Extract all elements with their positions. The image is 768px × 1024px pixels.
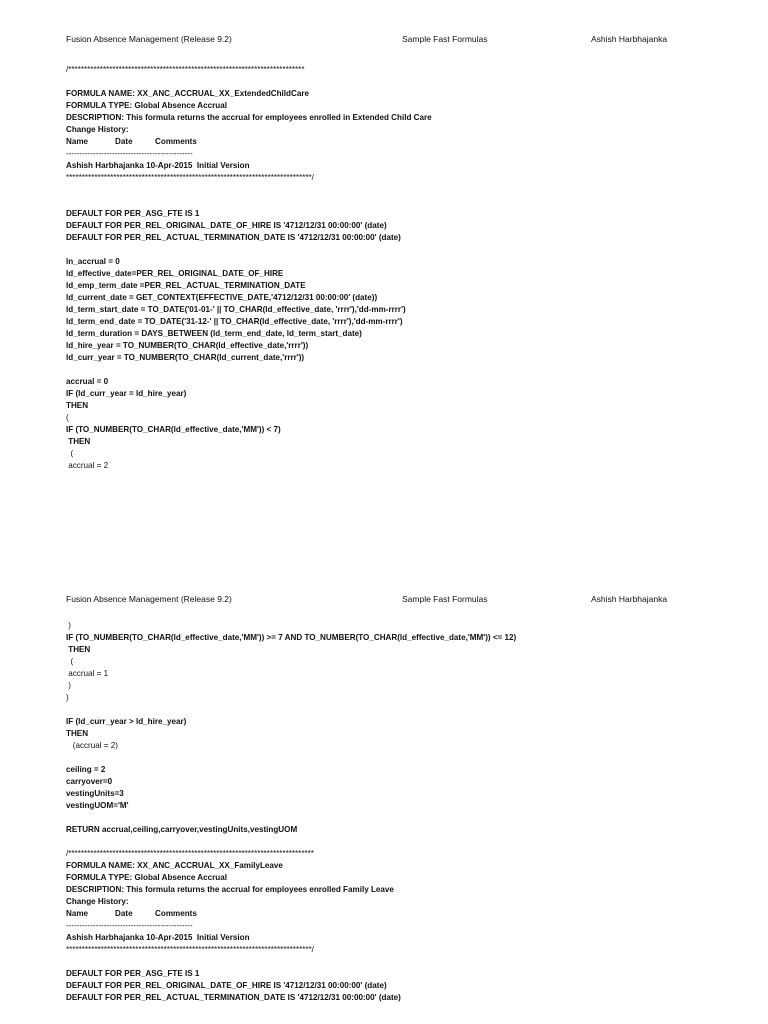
- code-line: DEFAULT FOR PER_REL_ACTUAL_TERMINATION_DATE IS '4712/12/31 00:00:00' (date): [66, 233, 401, 242]
- code-line: [66, 752, 726, 764]
- code-line: DEFAULT FOR PER_REL_ORIGINAL_DATE_OF_HIRE IS '4712/12/31 00:00:00' (date): [66, 981, 387, 990]
- code-line: ): [66, 693, 69, 702]
- code-line: DESCRIPTION: This formula returns the accrual for employees enrolled in Extended Child Care: [66, 113, 432, 122]
- code-line: ld_term_duration = DAYS_BETWEEN (ld_term_end_date, ld_term_start_date): [66, 329, 362, 338]
- code-line: (: [66, 657, 74, 666]
- code-line: FORMULA TYPE: Global Absence Accrual: [66, 101, 228, 110]
- header-author: Ashish Harbhajanka: [591, 594, 668, 604]
- code-line: THEN: [66, 729, 89, 738]
- code-line: -----------------------------------------------: [66, 921, 193, 930]
- code-line: ld_term_start_date = TO_DATE('01-01-' || TO_CHAR(ld_effective_date, 'rrrr'),'dd-mm-rrrr'): [66, 305, 406, 314]
- code-line: [66, 704, 726, 716]
- code-line: IF (TO_NUMBER(TO_CHAR(ld_effective_date,'MM')) >= 7 AND TO_NUMBER(TO_CHAR(ld_effective_date,'MM')) <= 12): [66, 633, 517, 642]
- code-line: DEFAULT FOR PER_REL_ACTUAL_TERMINATION_DATE IS '4712/12/31 00:00:00' (date): [66, 993, 401, 1002]
- page-body: [66, 64, 726, 472]
- code-line: [66, 196, 726, 208]
- code-line: -----------------------------------------------: [66, 149, 193, 158]
- code-line: THEN: [66, 401, 89, 410]
- code-line: IF (ld_curr_year = ld_hire_year): [66, 389, 187, 398]
- code-line: DESCRIPTION: This formula returns the accrual for employees enrolled Family Leave: [66, 885, 394, 894]
- code-line: accrual = 1: [66, 669, 109, 678]
- code-line: ******************************************************************************/: [66, 945, 314, 954]
- code-line: [66, 956, 726, 968]
- code-line: Change History:: [66, 125, 129, 134]
- code-line: FORMULA TYPE: Global Absence Accrual: [66, 873, 228, 882]
- code-line: [66, 836, 726, 848]
- code-line: ceiling = 2: [66, 765, 106, 774]
- code-line: THEN: [66, 437, 91, 446]
- code-line: [66, 244, 726, 256]
- code-line: /***************************************************************************: [66, 65, 305, 74]
- code-line: IF (TO_NUMBER(TO_CHAR(ld_effective_date,'MM')) < 7): [66, 425, 281, 434]
- code-line: Ashish Harbhajanka 10-Apr-2015 Initial Version: [66, 161, 250, 170]
- code-line: FORMULA NAME: XX_ANC_ACCRUAL_XX_FamilyLeave: [66, 861, 283, 870]
- code-line: Name Date Comments: [66, 137, 197, 146]
- code-line: ln_accrual = 0: [66, 257, 120, 266]
- code-line: [66, 184, 726, 196]
- code-line: accrual = 2: [66, 461, 109, 470]
- code-line: ld_current_date = GET_CONTEXT(EFFECTIVE_DATE,'4712/12/31 00:00:00' (date)): [66, 293, 378, 302]
- code-line: IF (ld_curr_year > ld_hire_year): [66, 717, 187, 726]
- code-line: THEN: [66, 645, 91, 654]
- code-line: [66, 608, 726, 620]
- code-line: Change History:: [66, 897, 129, 906]
- code-line: ld_curr_year = TO_NUMBER(TO_CHAR(ld_current_date,'rrrr')): [66, 353, 305, 362]
- code-line: FORMULA NAME: XX_ANC_ACCRUAL_XX_ExtendedChildCare: [66, 89, 309, 98]
- code-line: Name Date Comments: [66, 909, 197, 918]
- page-header: [66, 33, 706, 47]
- code-line: DEFAULT FOR PER_ASG_FTE IS 1: [66, 969, 200, 978]
- header-document-title: Fusion Absence Management (Release 9.2): [66, 594, 232, 604]
- code-line: (: [66, 413, 69, 422]
- code-line: [66, 812, 726, 824]
- header-document-title: Fusion Absence Management (Release 9.2): [66, 34, 232, 44]
- code-line: ld_term_end_date = TO_DATE('31-12-' || TO_CHAR(ld_effective_date, 'rrrr'),'dd-mm-rrrr'): [66, 317, 403, 326]
- header-author: Ashish Harbhajanka: [591, 34, 668, 44]
- code-line: ld_hire_year = TO_NUMBER(TO_CHAR(ld_effective_date,'rrrr')): [66, 341, 309, 350]
- code-line: vestingUOM='M': [66, 801, 129, 810]
- code-line: DEFAULT FOR PER_REL_ORIGINAL_DATE_OF_HIRE IS '4712/12/31 00:00:00' (date): [66, 221, 387, 230]
- code-line: ): [66, 681, 71, 690]
- code-line: DEFAULT FOR PER_ASG_FTE IS 1: [66, 209, 200, 218]
- code-line: [66, 364, 726, 376]
- header-section-title: Sample Fast Formulas: [402, 34, 488, 44]
- code-line: accrual = 0: [66, 377, 109, 386]
- header-section-title: Sample Fast Formulas: [402, 594, 488, 604]
- page-body: [66, 608, 726, 1004]
- document-page-2: [0, 560, 768, 1024]
- code-line: ld_effective_date=PER_REL_ORIGINAL_DATE_OF_HIRE: [66, 269, 284, 278]
- code-line: (accrual = 2): [66, 741, 118, 750]
- code-line: Ashish Harbhajanka 10-Apr-2015 Initial Version: [66, 933, 250, 942]
- code-line: vestingUnits=3: [66, 789, 124, 798]
- code-line: /******************************************************************************: [66, 849, 314, 858]
- code-line: ******************************************************************************/: [66, 173, 314, 182]
- code-line: [66, 76, 726, 88]
- page-header: [66, 593, 706, 607]
- code-line: RETURN accrual,ceiling,carryover,vestingUnits,vestingUOM: [66, 825, 298, 834]
- code-line: ): [66, 621, 71, 630]
- code-line: ld_emp_term_date =PER_REL_ACTUAL_TERMINATION_DATE: [66, 281, 306, 290]
- code-line: (: [66, 449, 74, 458]
- code-line: carryover=0: [66, 777, 113, 786]
